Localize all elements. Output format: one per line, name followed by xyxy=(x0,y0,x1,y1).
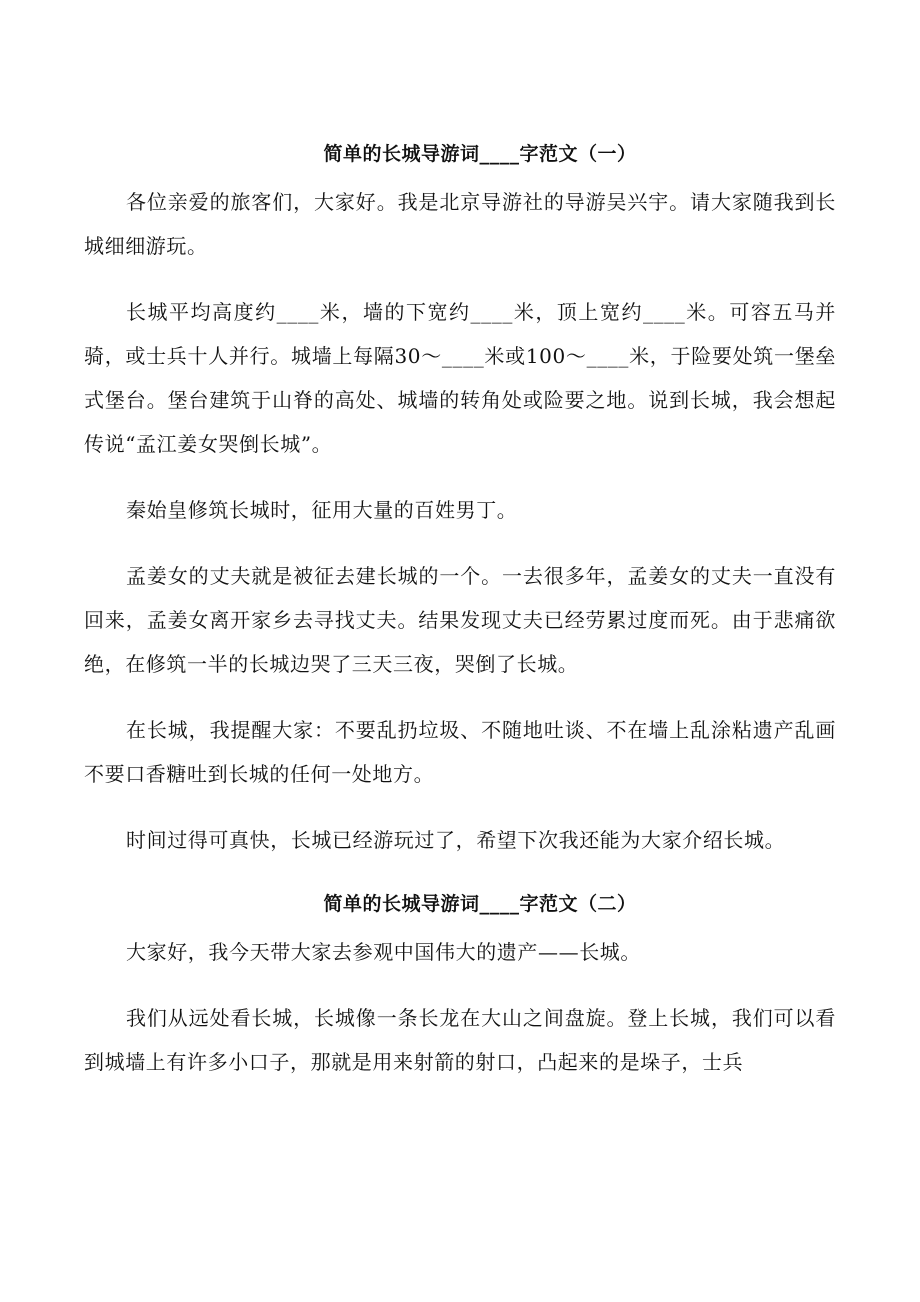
paragraph: 大家好，我今天带大家去参观中国伟大的遗产——长城。 xyxy=(126,940,641,964)
paragraph: 孟姜女的丈夫就是被征去建长城的一个。一去很多年，孟姜女的丈夫一直没有回来，孟姜女离开家乡去寻找丈夫。结果发现丈夫已经劳累过度而死。由于悲痛欲绝，在修筑一半的长城边哭了三天三夜，哭倒了长城。 xyxy=(84,564,836,676)
paragraph: 在长城，我提醒大家：不要乱扔垃圾、不随地吐谈、不在墙上乱涂粘遗产乱画不要口香糖吐到长城的任何一处地方。 xyxy=(84,718,836,786)
paragraph: 长城平均高度约____米，墙的下宽约____米，顶上宽约____米。可容五马并骑，或士兵十人并行。城墙上每隔30～____米或100～____米，于险要处筑一堡垒式堡台。堡台建筑于山脊的高处、城墙的转角处或险要之地。说到长城，我会想起传说“孟江姜女哭倒长城”。 xyxy=(84,300,836,456)
section-title-1: 简单的长城导游词____字范文（一） xyxy=(323,143,637,165)
document-page xyxy=(84,128,836,1106)
paragraph: 各位亲爱的旅客们，大家好。我是北京导游社的导游吴兴宇。请大家随我到长城细细游玩。 xyxy=(84,190,836,258)
paragraph: 时间过得可真快，长城已经游玩过了，希望下次我还能为大家介绍长城。 xyxy=(126,828,786,852)
section-title-2: 简单的长城导游词____字范文（二） xyxy=(323,893,637,915)
paragraph: 秦始皇修筑长城时，征用大量的百姓男丁。 xyxy=(126,498,518,522)
paragraph: 我们从远处看长城，长城像一条长龙在大山之间盘旋。登上长城，我们可以看到城墙上有许多小口子，那就是用来射箭的射口，凸起来的是垛子，士兵 xyxy=(84,1006,836,1074)
